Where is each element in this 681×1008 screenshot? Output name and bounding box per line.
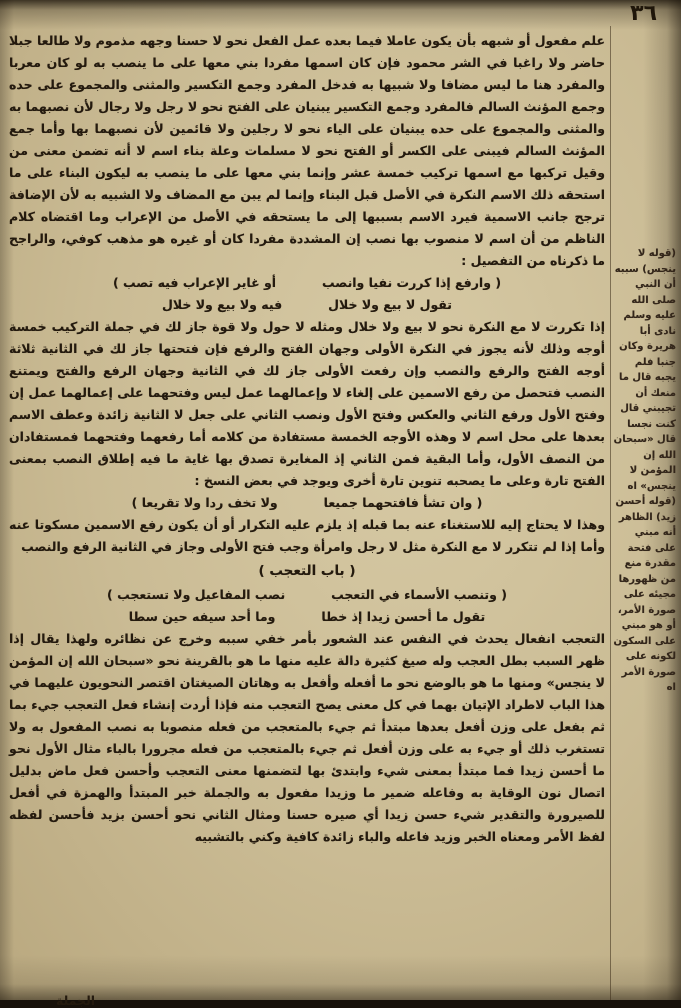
hemistich-5b: وما أحد سيفه حين سطا <box>128 609 276 624</box>
catchword: الجملة <box>56 993 96 1008</box>
hemistich-5a: تقول ما أحسن زيدا إذ خطا <box>321 609 486 624</box>
chapter-heading: ( باب التعجب ) <box>258 563 356 579</box>
hemistich-3b: ولا تخف ردا ولا تقريعا ) <box>131 495 278 510</box>
page-number: ٣٦ <box>630 1 657 26</box>
commentary-paragraph-4: التعجب انفعال يحدث في النفس عند الشعور بأمر خفي سببه وخرج عن نظائره ولهذا يقال إذا ظهر السبب بطل العجب وله صيغ كثيرة دالة عليه منها ما هو بالقرينة نحو «سبحان الله إن المؤمن لا ينجس» ومنها ما هو بالوضع نحو ما أفعله وأفعل به وهاتان الصيغتان اقتصر النحويون عليهما في هذا الباب لاطراد الإتيان بهما في كل معنى يصح التعجب منه فإذا أردت إنشاء فعل التعجب جيء بما ثم بفعل على وزن أفعل بعدها مبتدأ ثم جيء بالمتعجب من فعله منصوبا به نصب المفعول به ولا تستغرب ذلك أو جيء به على وزن أفعل ثم جيء بالمتعجب من فعله مجرورا بالباء مثال الأول نحو ما أحسن زيدا فما مبتدأ بمعنى شيء وابتدئ بها لتضمنها معنى التعجب وأحسن فعل ماض بدليل اتصال نون الوقاية به وفاعله ضمير ما وزيدا مفعول به والجملة خبر المبتدأ والهمزة في أفعل للصيرورة والتقدير شيء حسن زيدا أي صيره حسنا ومثال الثاني نحو أحسن بزيد فأحسن لفظه لفظ الأمر ومعناه الخبر وزيد فاعله والباء زائدة كافية وكني بالتشبيه <box>9 631 605 844</box>
hemistich-4a: ( وتنصب الأسماء في التعجب <box>331 587 507 602</box>
margin-gloss-note: (قوله لا ينجس) سببه أن النبي صلى الله عليه وسلم نادى أبا هريرة وكان جنبا فلم يجبه قال ما منعك أن تجيبني قال كنت نجسا قال «سبحان الله إن المؤمن لا ينجس» اه (قوله أحسن زيد) الظاهر أنه مبني على فتحة مقدرة منع من ظهورها مجيئه على صورة الأمر، أو هو مبني على السكون لكونه على صورة الأمر اه <box>613 248 676 693</box>
hemistich-2b: فيه ولا بيع ولا خلال <box>162 297 283 312</box>
commentary-paragraph-2: إذا تكررت لا مع النكرة نحو لا بيع ولا خلال ومثله لا حول ولا قوة جاز لك في جملة التركيب خمسة أوجه وذلك لأنه يجوز في النكرة الأولى وجهان الفتح والرفع فإن فتحتها جاز لك في الثانية ثلاثة أوجه الفتح والرفع والنصب وإن رفعت الأولى جاز لك في الثانية وجهان الرفع والفتح ويمتنع النصب فتحصل من رفع الاسمين على إلغاء لا وإعمالهما عمل ليس وفتحهما على إعمالهما عمل إن وفتح الأول ورفع الثاني والعكس وفتح الأول ونصب الثاني على جعل لا الثانية زائدة وعطف الاسم بعدها على محل اسم لا وهذه الأوجه الخمسة مستفادة من كلامه أما رفعهما وفتحهما فمستفادان من النصف الأول، وأما البقية فمن الثاني إذ المغايرة تصدق بها غاية ما فيه إطلاق النصب بمعنى الفتح تارة وعلى ما يصحبه تنوين تارة أخرى ويوجد في بعض النسخ : <box>9 319 605 488</box>
margin-divider-rule <box>610 26 611 1000</box>
verse-line-5 <box>9 606 605 628</box>
verse-line-3 <box>9 492 605 514</box>
verse-line-4 <box>9 584 605 606</box>
hemistich-4b: نصب المفاعيل ولا تستعجب ) <box>107 587 286 602</box>
commentary-paragraph-1: علم مفعول أو شبهه بأن يكون عاملا فيما بعده عمل الفعل نحو لا حسنا وجهه مذموم ولا طالعا جبلا حاضر ولا راغبا في الشر محمود فإن كان اسمها مفردا بني معها على ما ينصب به لو كان معربا والمفرد هنا ما ليس مضافا ولا شبيها به فدخل المفرد وجمع التكسير والمثنى والمجموع على حده وجمع المؤنث السالم فالمفرد وجمع التكسير يبنيان على الفتح نحو لا رجل ولا رجال لأن نصبهما به والمثنى والمجموع على حده يبنيان على الياء نحو لا رجلين ولا قائمين لأن نصبهما بها وأما جمع المؤنث السالم فيبنى على الكسر أو الفتح نحو لا مسلمات وعلة بناء اسم لا أنه تضمن معنى من وقيل تركبها مع اسمها تركيب خمسة عشر وإنما بني معها على ما ينصب به ليكون البناء على ما استحقه ذلك الاسم النكرة في الأصل قبل البناء وإنما لم يبن مع المضاف ولا الشبيه به لأن الإضافة ترجح جانب الاسمية فيرد الاسم بسببها إلى ما يستحقه في الأصل من الإعراب وما اقتضاه كلام الناظم من أن اسم لا منصوب بها نصب إن المشددة مفردا كان أو غيره هو مذهب كوفي، والراجح ما ذكرناه من التفصيل : <box>9 33 605 268</box>
main-text-block <box>9 30 605 848</box>
commentary-paragraph-3: وهذا لا يحتاج إليه للاستغناء عنه بما قبله إذ يلزم عليه التكرار أو أن يكون رفع الاسمين مسكوتا عنه وأما إذا لم تتكرر لا مع النكرة مثل لا رجل وامرأة وجب فتح الأولى وجاز في الثانية الرفع والنصب <box>9 517 605 554</box>
hemistich-3a: ( وان تشأ فافتحهما جميعا <box>323 495 483 510</box>
verse-line-2 <box>9 294 605 316</box>
verse-line-1 <box>9 272 605 294</box>
hemistich-2a: تقول لا بيع ولا خلال <box>328 297 452 312</box>
hemistich-1b: أو غاير الإعراب فيه تصب ) <box>112 275 277 290</box>
hemistich-1a: ( وارفع إذا كررت نفيا وانصب <box>322 275 502 290</box>
